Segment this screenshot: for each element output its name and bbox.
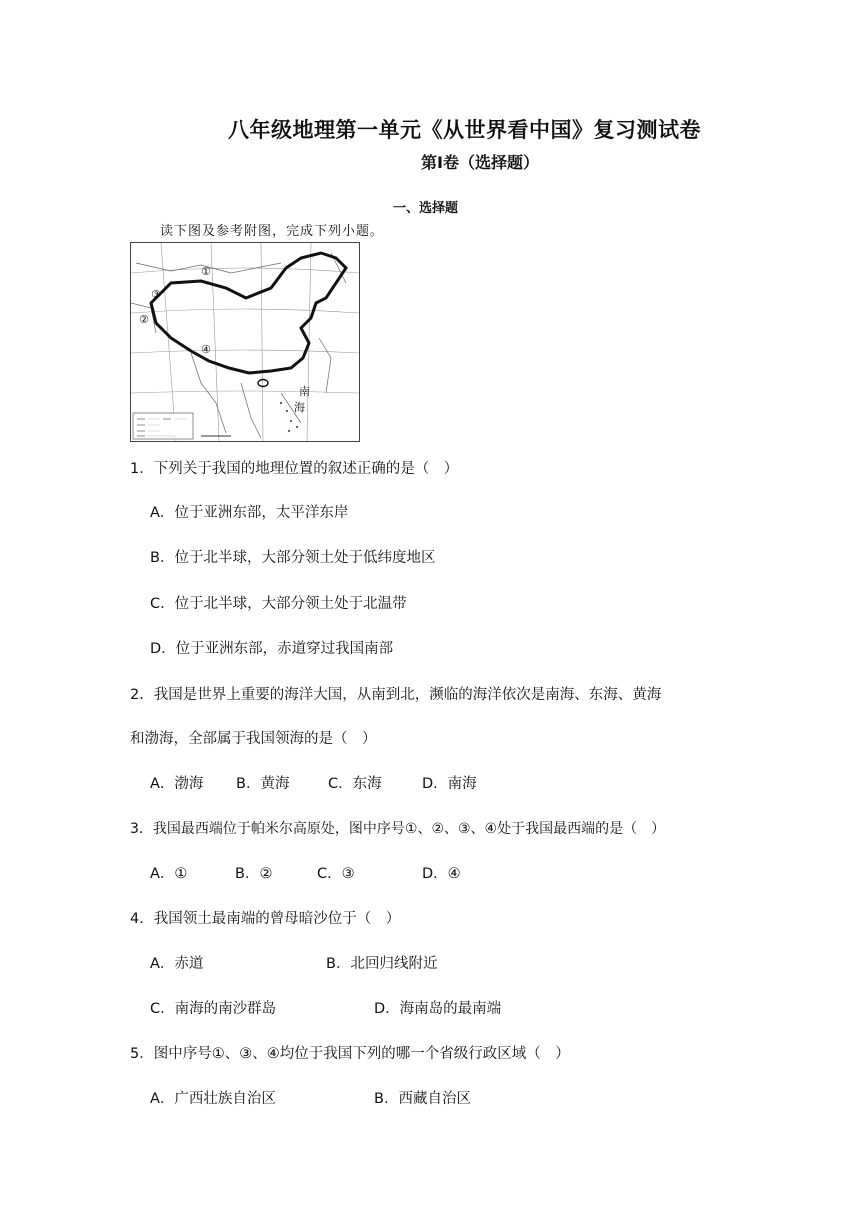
map-label-hai: 海 — [294, 401, 305, 414]
question-1-option-a: A．位于亚洲东部，太平洋东岸 — [150, 505, 349, 521]
map-marker-1: ① — [201, 265, 211, 278]
question-4-option-d: D．海南岛的最南端 — [374, 1001, 502, 1017]
question-2-option-c: C．东海 — [328, 776, 382, 792]
question-2-stem-line-1: 2．我国是世界上重要的海洋大国，从南到北，濒临的海洋依次是南海、东海、黄海 — [130, 687, 662, 703]
question-5-stem: 5．图中序号①、③、④均位于我国下列的哪一个省级行政区域（ ） — [130, 1046, 570, 1062]
question-5-option-a: A．广西壮族自治区 — [150, 1091, 276, 1107]
question-2-option-a: A．渤海 — [150, 776, 204, 792]
volume-subtitle: 第Ⅰ卷（选择题） — [421, 153, 539, 172]
question-3-stem: 3．我国最西端位于帕米尔高原处，图中序号①、②、③、④处于我国最西端的是（ ） — [130, 821, 666, 837]
question-4-option-c: C．南海的南沙群岛 — [150, 1001, 277, 1017]
section-heading: 一、选择题 — [393, 201, 459, 216]
map-marker-3: ③ — [151, 288, 161, 301]
question-2-option-d: D．南海 — [422, 776, 477, 792]
map-marker-2: ② — [139, 313, 149, 326]
map-label-nan: 南 — [299, 385, 310, 398]
question-2-stem-line-2: 和渤海，全部属于我国领海的是（ ） — [130, 731, 377, 747]
question-3-option-b: B．② — [235, 866, 273, 882]
question-4-option-a: A．赤道 — [150, 956, 204, 972]
question-1-option-d: D．位于亚洲东部，赤道穿过我国南部 — [150, 641, 394, 657]
question-1-option-b: B．位于北半球，大部分领土处于低纬度地区 — [150, 550, 436, 566]
question-2-option-b: B．黄海 — [236, 776, 290, 792]
document-title: 八年级地理第一单元《从世界看中国》复习测试卷 — [228, 118, 701, 142]
question-3-option-a: A．① — [150, 866, 188, 882]
map-marker-4: ④ — [201, 343, 211, 356]
china-map-drawing — [131, 243, 359, 441]
question-4-stem: 4．我国领土最南端的曾母暗沙位于（ ） — [130, 911, 401, 927]
map-instruction: 读下图及参考附图，完成下列小题。 — [160, 224, 385, 239]
question-1-option-c: C．位于北半球，大部分领土处于北温带 — [150, 596, 407, 612]
question-5-option-b: B．西藏自治区 — [374, 1091, 471, 1107]
question-3-option-c: C．③ — [317, 866, 355, 882]
question-1-stem: 1．下列关于我国的地理位置的叙述正确的是（ ） — [130, 461, 459, 477]
question-3-option-d: D．④ — [422, 866, 461, 882]
china-map-figure — [130, 242, 360, 442]
question-4-option-b: B．北回归线附近 — [326, 956, 438, 972]
